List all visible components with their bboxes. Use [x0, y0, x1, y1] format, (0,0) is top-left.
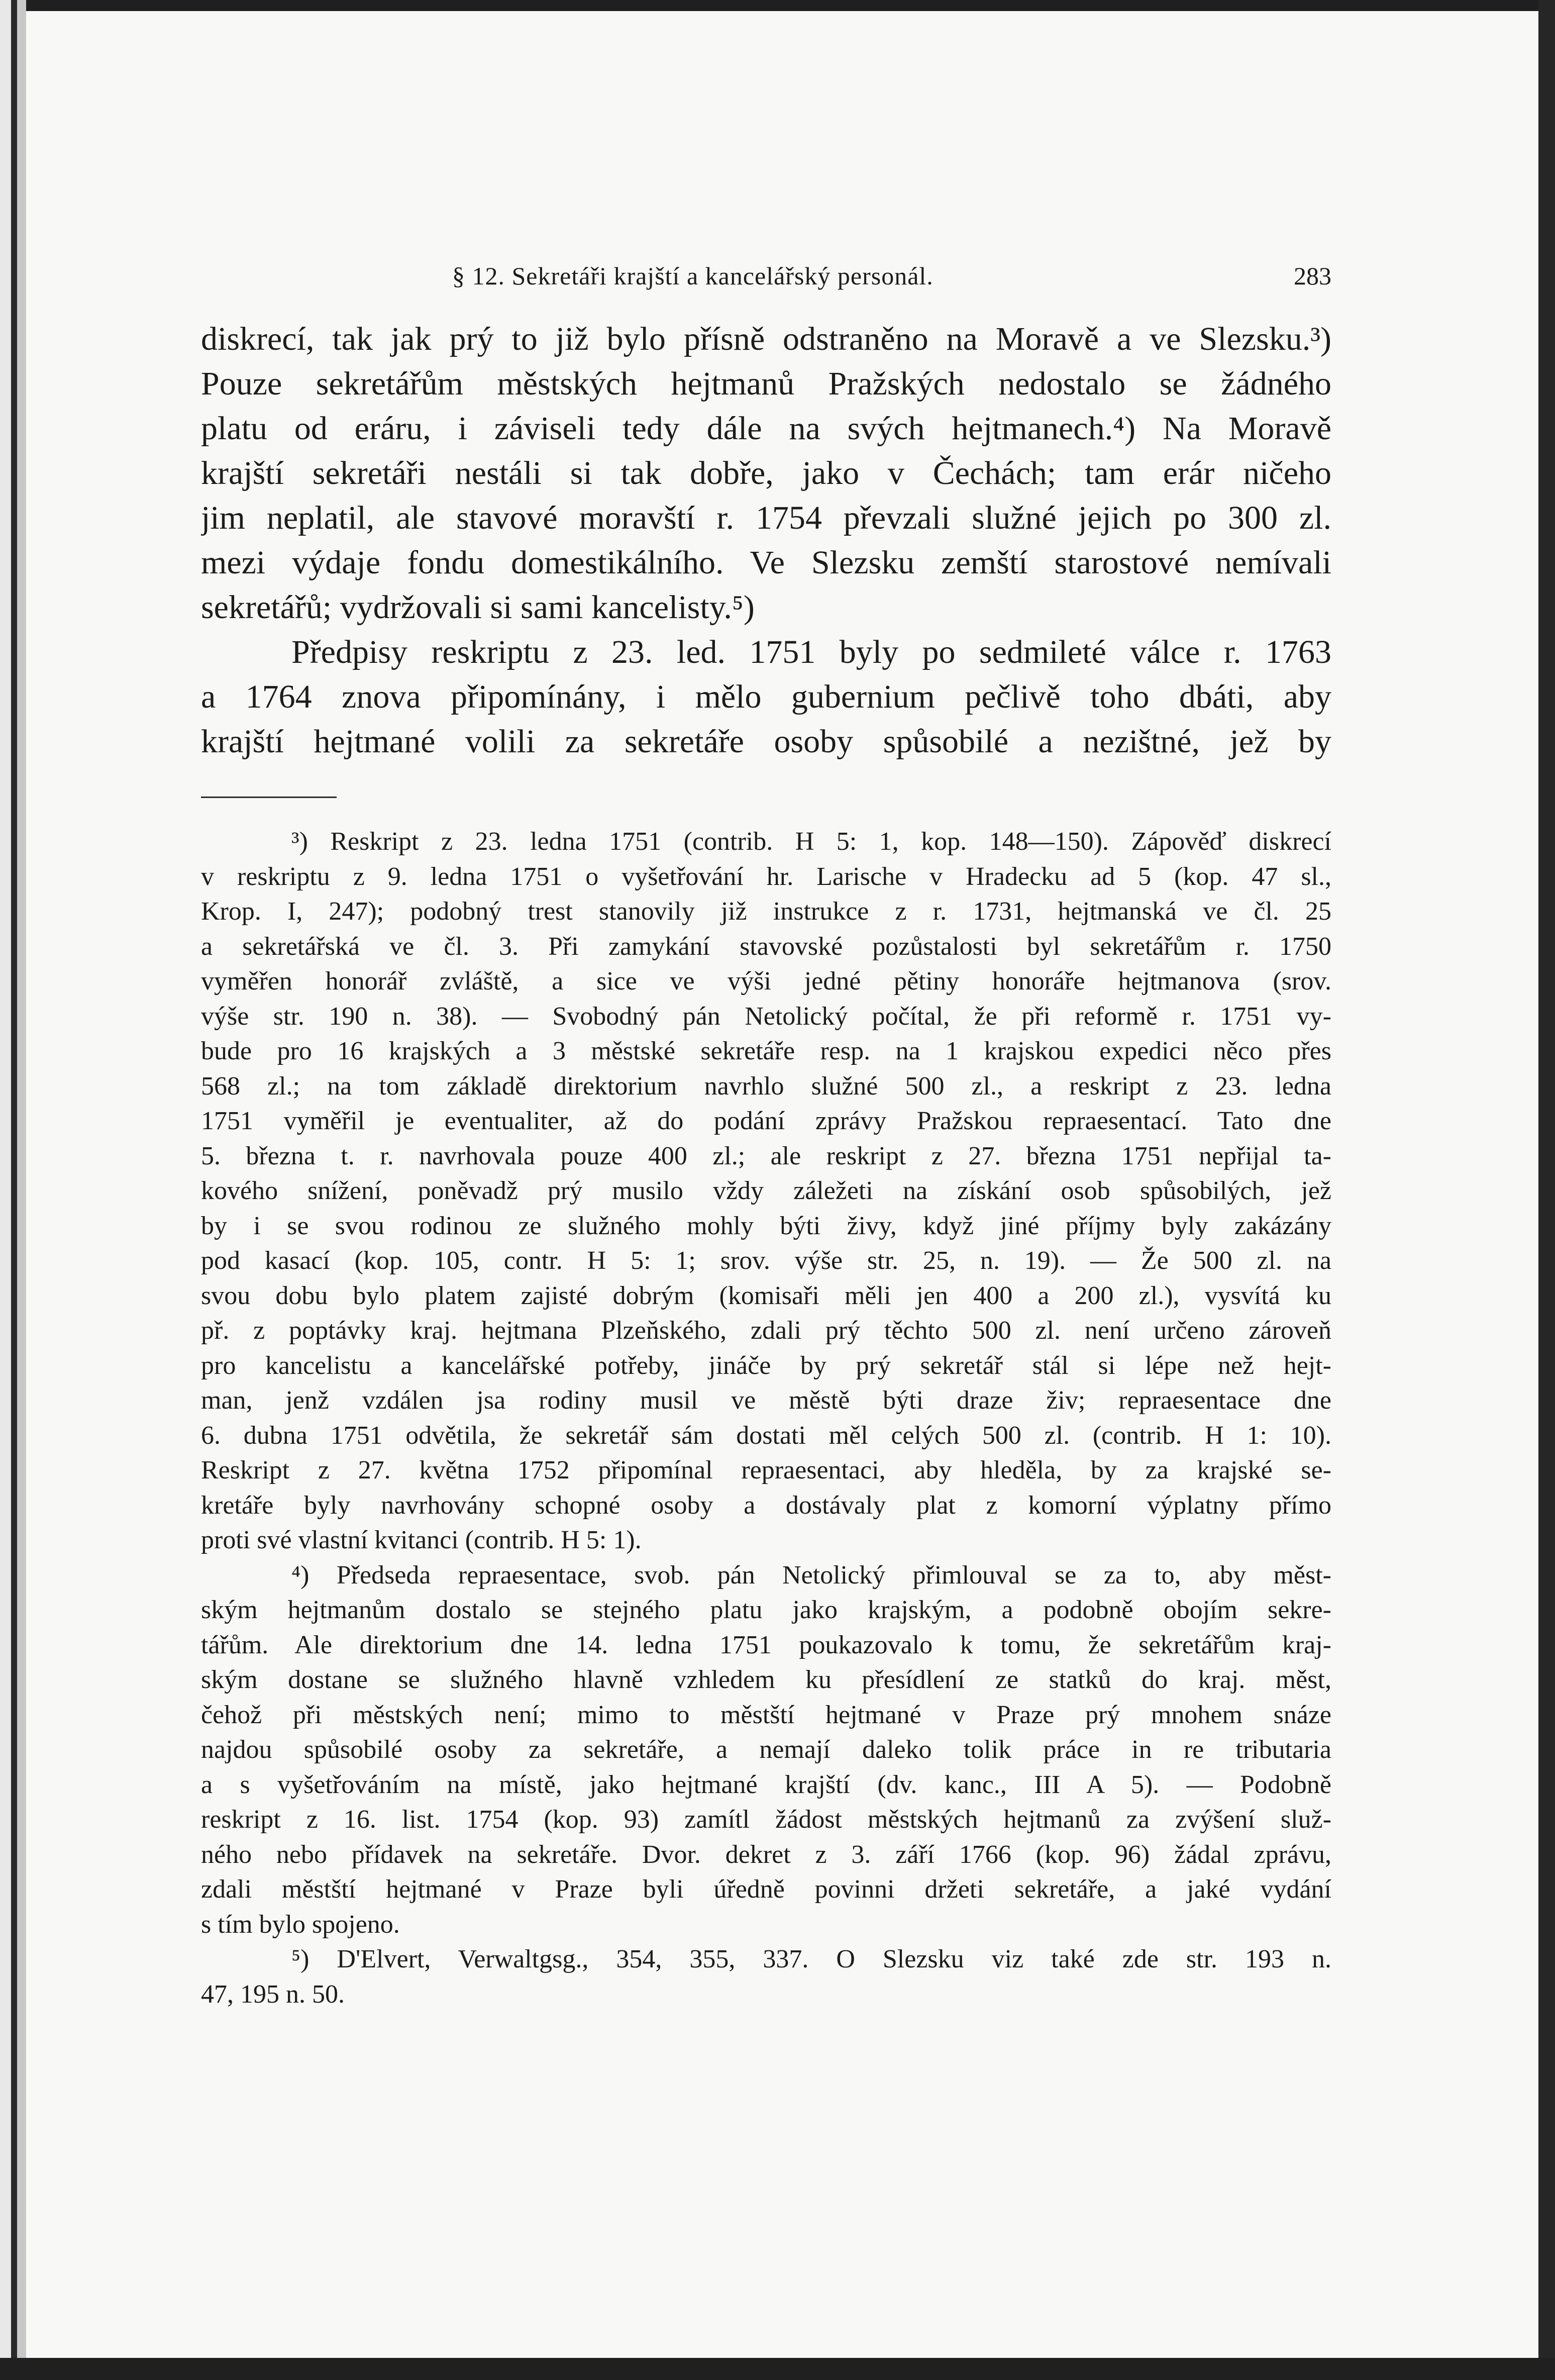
- scan-border-top: [0, 0, 1555, 11]
- footnote-line: zdali městští hejtmané v Praze byli úředně povinni držeti sekretáře, a jaké vydání: [201, 1875, 1331, 1904]
- footnote-line: ským dostane se služného hlavně vzhledem ku přesídlení ze statků do kraj. měst,: [201, 1665, 1331, 1694]
- footnote-line: s tím bylo spojeno.: [201, 1910, 400, 1939]
- body-line: diskrecí, tak jak prý to již bylo přísně odstraněno na Moravě a ve Slezsku.³): [201, 321, 1331, 357]
- body-line: a 1764 znova připomínány, i mělo gubernium pečlivě toho dbáti, aby: [201, 678, 1331, 715]
- body-line: Pouze sekretářům městských hejtmanů Pražských nedostalo se žádného: [201, 365, 1331, 402]
- footnote-line: ⁵) D'Elvert, Verwaltgsg., 354, 355, 337. O Slezsku viz také zde str. 193 n.: [291, 1945, 1331, 1973]
- scan-border-right: [1538, 0, 1555, 2380]
- footnote-line: ⁴) Předseda repraesentace, svob. pán Netolický přimlouval se za to, aby měst-: [291, 1560, 1331, 1590]
- footnote-line: tářům. Ale direktorium dne 14. ledna 1751 poukazovalo k tomu, že sekretářům kraj-: [201, 1630, 1331, 1659]
- footnote-line: a s vyšetřováním na místě, jako hejtmané krajští (dv. kanc., III A 5). — Podobně: [201, 1770, 1331, 1799]
- page-number: 283: [1294, 262, 1331, 290]
- footnote-line: 1751 vyměřil je eventualiter, až do podání zprávy Pražskou repraesentací. Tato dne: [201, 1107, 1331, 1135]
- footnote-line: 5. března t. r. navrhovala pouze 400 zl.; ale reskript z 27. března 1751 nepřijal ta-: [201, 1141, 1331, 1170]
- body-line: platu od eráru, i záviseli tedy dále na svých hejtmanech.⁴) Na Moravě: [201, 410, 1331, 447]
- footnote-line: najdou spůsobilé osoby za sekretáře, a nemají daleko tolik práce in re tributaria: [201, 1735, 1331, 1764]
- footnote-line: kretáře byly navrhovány schopné osoby a dostávaly plat z komorní výplatny přímo: [201, 1491, 1331, 1520]
- footnote-line: čehož při městských není; mimo to městští hejtmané v Praze prý mnohem snáze: [201, 1700, 1331, 1729]
- scan-border-left: [0, 0, 26, 2380]
- footnote-line: ného nebo přídavek na sekretáře. Dvor. dekret z 3. září 1766 (kop. 96) žádal zprávu,: [201, 1840, 1331, 1869]
- running-head: [201, 261, 1331, 296]
- body-line: krajští hejtmané volili za sekretáře osoby spůsobilé a nezištné, jež by: [201, 723, 1331, 760]
- footnote-line: Krop. I, 247); podobný trest stanovily již instrukce z r. 1731, hejtmanská ve čl. 25: [201, 897, 1331, 926]
- footnote-line: výše str. 190 n. 38). — Svobodný pán Netolický počítal, že při reformě r. 1751 vy-: [201, 1002, 1331, 1031]
- body-line: krajští sekretáři nestáli si tak dobře, jako v Čechách; tam erár ničeho: [201, 455, 1331, 491]
- footnote-line: by i se svou rodinou ze služného mohly býti živy, když jiné příjmy byly zakázány: [201, 1211, 1331, 1240]
- footnote-line: 568 zl.; na tom základě direktorium navrhlo služné 500 zl., a reskript z 23. ledna: [201, 1071, 1331, 1101]
- footnote-line: ským hejtmanům dostalo se stejného platu jako krajským, a podobně obojím sekre-: [201, 1596, 1331, 1624]
- footnote-line: kového snížení, poněvadž prý musilo vždy záležeti na získání osob spůsobilých, jež: [201, 1176, 1331, 1205]
- footnotes: [201, 824, 1331, 2012]
- footnote-line: Reskript z 27. května 1752 připomínal repraesentaci, aby hleděla, by za krajské se-: [201, 1456, 1331, 1484]
- body-line: jim neplatil, ale stavové moravští r. 1754 převzali služné jejich po 300 zl.: [201, 500, 1331, 536]
- body-line: Předpisy reskriptu z 23. led. 1751 byly po sedmileté válce r. 1763: [291, 634, 1331, 670]
- footnote-line: a sekretářská ve čl. 3. Při zamykání stavovské pozůstalosti byl sekretářům r. 1750: [201, 932, 1331, 961]
- body-line: sekretářů; vydržovali si sami kancelisty.⁵): [201, 589, 755, 626]
- footnote-line: svou dobu bylo platem zajisté dobrým (komisaři měli jen 400 a 200 zl.), vysvítá ku: [201, 1281, 1331, 1310]
- footnote-line: ³) Reskript z 23. ledna 1751 (contrib. H 5: 1, kop. 148—150). Zápověď diskrecí: [291, 827, 1331, 856]
- footnote-separator: [201, 797, 337, 798]
- footnote-line: pod kasací (kop. 105, contr. H 5: 1; srov. výše str. 25, n. 19). — Že 500 zl. na: [201, 1246, 1331, 1275]
- footnote-line: pro kancelistu a kancelářské potřeby, jináče by prý sekretář stál si lépe než hejt-: [201, 1351, 1331, 1380]
- footnote-line: př. z poptávky kraj. hejtmana Plzeňského, zdali prý těchto 500 zl. není určeno zároveň: [201, 1316, 1331, 1345]
- body-line: mezi výdaje fondu domestikálního. Ve Slezsku zemští starostové nemívali: [201, 544, 1331, 581]
- scan-border-bottom: [0, 2358, 1555, 2380]
- footnote-line: reskript z 16. list. 1754 (kop. 93) zamítl žádost městských hejtmanů za zvýšení služ-: [201, 1805, 1331, 1834]
- footnote-line: 47, 195 n. 50.: [201, 1979, 345, 2009]
- footnote-line: vyměřen honorář zvláště, a sice ve výši jedné pětiny honoráře hejtmanova (srov.: [201, 967, 1331, 996]
- footnote-line: bude pro 16 krajských a 3 městské sekretáře resp. na 1 krajskou expedici něco přes: [201, 1037, 1331, 1065]
- footnote-line: proti své vlastní kvitanci (contrib. H 5: 1).: [201, 1526, 642, 1554]
- footnote-line: v reskriptu z 9. ledna 1751 o vyšetřování hr. Larische v Hradecku ad 5 (kop. 47 sl.,: [201, 862, 1331, 891]
- footnote-line: man, jenž vzdálen jsa rodiny musil ve městě býti draze živ; repraesentace dne: [201, 1386, 1331, 1415]
- running-head-title: § 12. Sekretáři krajští a kancelářský personál.: [452, 262, 934, 290]
- body-text: [201, 317, 1331, 764]
- footnote-line: 6. dubna 1751 odvětila, že sekretář sám dostati měl celých 500 zl. (contrib. H 1: 10).: [201, 1421, 1331, 1450]
